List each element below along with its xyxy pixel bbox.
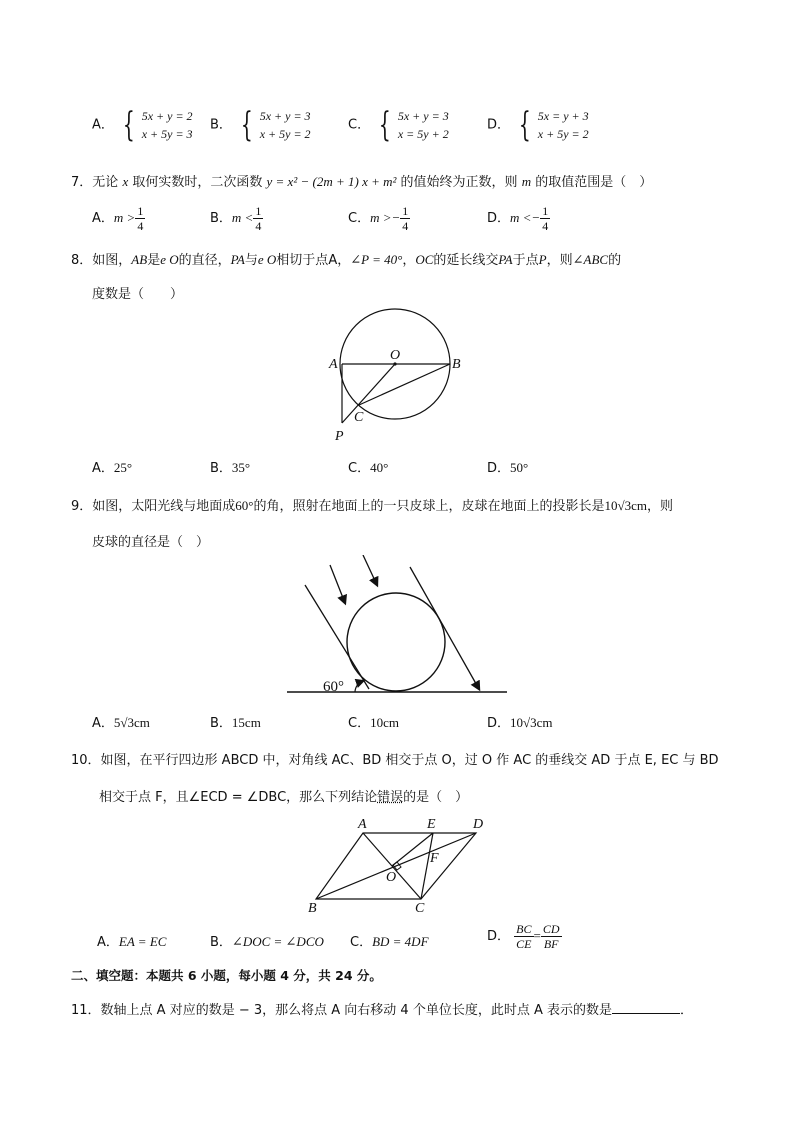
label-c: C <box>354 410 364 425</box>
fraction <box>400 204 410 233</box>
label-c: C <box>415 901 425 915</box>
segment: PA <box>498 252 513 267</box>
q6-option-c <box>348 107 449 143</box>
fraction <box>514 922 533 951</box>
equation: 5x = y + 3 <box>537 109 589 123</box>
equation: 5x + y = 3 <box>397 109 449 123</box>
equals-sign: = <box>533 928 541 943</box>
stem-text: 如图，在平行四边形 ABCD 中，对角线 AC、BD 相交于点 O，过 O 作 AC 的垂线交 AD 于点 E, EC 与 BD <box>100 753 719 768</box>
equation: 5x + y = 3 <box>259 109 311 123</box>
option-label: D． <box>487 117 511 133</box>
q8-stem-line2: 度数是（ ） <box>92 287 184 302</box>
variable: m <box>521 174 532 189</box>
option-label: D． <box>487 716 511 731</box>
stem-text: ，则 <box>647 499 674 514</box>
q9-stem <box>71 495 673 514</box>
arrow-2 <box>363 555 377 585</box>
option-value: 25° <box>113 460 133 475</box>
option-label: C． <box>348 117 371 133</box>
segment: OC <box>415 252 434 267</box>
angle-arc <box>355 681 363 692</box>
option-label: A． <box>97 935 119 950</box>
stem-text: 与 <box>244 253 258 268</box>
arrow-1 <box>330 565 345 603</box>
option-value: 15cm <box>231 715 261 730</box>
angle-value: 60° <box>235 498 254 513</box>
option-label: B． <box>210 935 232 950</box>
label-b: B <box>452 357 461 372</box>
length-value: 10√3cm <box>604 498 648 513</box>
option-label: C． <box>348 461 371 476</box>
q9-option-c <box>348 712 399 731</box>
q8-option-b <box>210 457 250 476</box>
segment-ec <box>421 833 433 899</box>
stem-text: ， <box>402 253 416 268</box>
numerator: BC <box>516 922 532 936</box>
option-label: C． <box>350 935 373 950</box>
option-value: 10cm <box>370 715 399 730</box>
stem-text: 如图， <box>92 253 132 268</box>
option-label: D． <box>487 211 511 226</box>
denominator: 4 <box>542 219 549 233</box>
label-o: O <box>386 870 397 885</box>
q8-option-a <box>92 457 132 476</box>
option-value: 10√3cm <box>510 715 553 730</box>
option-value: EA = EC <box>118 934 167 949</box>
equation: 5x + y = 2 <box>141 109 193 123</box>
q10-option-c <box>350 931 429 950</box>
option-expression: m <− <box>510 210 541 225</box>
stem-text: ， <box>337 253 351 268</box>
option-label: C． <box>348 716 371 731</box>
stem-text: 于点 <box>512 253 539 268</box>
equation: x + 5y = 3 <box>141 127 193 141</box>
option-expression: m > <box>113 210 136 225</box>
option-label: B． <box>210 211 232 226</box>
numerator: 1 <box>255 204 262 218</box>
q7-option-d <box>487 204 550 233</box>
option-label: A． <box>92 461 114 476</box>
emphasis-text: 错误 <box>377 790 404 805</box>
fraction <box>135 204 145 233</box>
denominator: BF <box>543 937 559 951</box>
option-label: C． <box>348 211 371 226</box>
segment-oe <box>392 833 433 866</box>
stem-text: ，则 <box>546 253 573 268</box>
fraction <box>540 204 550 233</box>
option-value: 50° <box>510 460 529 475</box>
numerator: 1 <box>137 204 144 218</box>
q9-figure <box>285 555 510 700</box>
function-expression: y = x² − (2m + 1) x + m² <box>266 174 397 189</box>
denominator: 4 <box>255 219 262 233</box>
stem-text: 的值始终为正数，则 <box>400 175 518 190</box>
fraction <box>253 204 263 233</box>
option-value: 35° <box>231 460 251 475</box>
denominator: 4 <box>402 219 409 233</box>
stem-text: 是 <box>147 253 161 268</box>
equation-system: { 5x + y = 2 x + 5y = 3 <box>122 105 193 145</box>
answer-blank[interactable] <box>612 1001 680 1014</box>
q9-option-a <box>92 712 150 731</box>
stem-text: 的是（ ） <box>403 790 469 805</box>
label-p: P <box>335 429 344 444</box>
numerator: 1 <box>402 204 409 218</box>
q6-option-d <box>487 107 589 143</box>
option-label: B． <box>210 117 232 133</box>
stem-text: 的取值范围是（ ） <box>535 175 653 190</box>
equation: x + 5y = 2 <box>259 127 311 141</box>
option-label: D． <box>487 929 511 944</box>
segment: PA <box>230 252 245 267</box>
stem-text: 无论 <box>92 175 119 190</box>
q6-option-b <box>210 107 311 143</box>
question-number: 7． <box>71 175 93 190</box>
label-o: O <box>390 348 401 363</box>
q7-option-b <box>210 204 263 233</box>
circle-symbol: e O <box>160 252 179 267</box>
section-heading: 二、填空题：本题共 6 小题，每小题 4 分，共 24 分。 <box>71 968 382 983</box>
circle-symbol: e O <box>257 252 277 267</box>
line-pc-extended <box>342 364 395 423</box>
q9-option-b <box>210 712 261 731</box>
option-label: A． <box>92 117 114 133</box>
option-label: A． <box>92 211 114 226</box>
label-e: E <box>427 817 436 832</box>
label-d: D <box>473 817 484 832</box>
stem-text: 相交于点 F，且∠ECD = ∠DBC，那么下列结论 <box>99 790 378 805</box>
stem-text: 如图，太阳光线与地面成 <box>92 499 236 514</box>
q7-option-a <box>92 204 145 233</box>
variable: x <box>122 174 129 189</box>
chord-bc <box>359 364 450 405</box>
stem-text: 的延长线交 <box>433 253 499 268</box>
question-number: 9． <box>71 499 93 514</box>
numerator: 1 <box>542 204 549 218</box>
label-f: F <box>430 851 439 866</box>
stem-text: 相切于点 <box>276 253 329 268</box>
stem-text: 取何实数时，二次函数 <box>132 175 263 190</box>
denominator: CE <box>516 937 532 951</box>
numerator: CD <box>542 922 560 936</box>
question-number: 10． <box>71 753 101 768</box>
q8-figure <box>325 302 475 447</box>
q8-stem <box>71 249 621 268</box>
segment: AB <box>131 252 148 267</box>
label-b: B <box>308 901 317 915</box>
angle-expression: ∠P = 40° <box>350 252 403 267</box>
option-value: 5√3cm <box>113 715 150 730</box>
stem-text: 的直径， <box>178 253 231 268</box>
denominator: 4 <box>137 219 144 233</box>
equation-system: { 5x + y = 3 x + 5y = 2 <box>240 105 311 145</box>
stem-text: 11．数轴上点 A 对应的数是 − 3，那么将点 A 向右移动 4 个单位长度，此时点 A 表示的数是 <box>71 1003 612 1018</box>
option-expression: m < <box>231 210 254 225</box>
equation-system: { 5x + y = 3 x = 5y + 2 <box>379 105 449 145</box>
stem-text: 的角，照射在地面上的一只皮球上，皮球在地面上的投影长是 <box>253 499 605 514</box>
angle-label: 60° <box>323 679 344 695</box>
q10-option-a <box>97 931 166 950</box>
option-label: D． <box>487 461 511 476</box>
q10-stem <box>71 749 719 768</box>
question-number: 8． <box>71 253 93 268</box>
angle-expression: ∠ABC <box>572 252 609 267</box>
label-a: A <box>329 357 338 372</box>
fraction <box>541 922 562 951</box>
q7-stem <box>71 171 652 190</box>
q10-stem-line2 <box>99 786 468 805</box>
q10-option-b <box>210 931 324 950</box>
q10-figure <box>303 815 498 915</box>
option-label: A． <box>92 716 114 731</box>
q9-option-d <box>487 712 553 731</box>
point-name: P <box>538 252 547 267</box>
q10-option-d <box>487 922 562 951</box>
q8-option-d <box>487 457 528 476</box>
stem-text: ． <box>679 1003 693 1018</box>
equation: x = 5y + 2 <box>397 127 449 141</box>
q11-stem <box>71 999 693 1018</box>
label-a: A <box>358 817 367 832</box>
point-name: A <box>328 253 338 268</box>
option-value: BD = 4DF <box>372 934 429 949</box>
q9-stem-line2: 皮球的直径是（ ） <box>92 535 210 550</box>
option-value: ∠DOC = ∠DCO <box>231 934 324 949</box>
equation-system: { 5x = y + 3 x + 5y = 2 <box>519 105 589 145</box>
q8-option-c <box>348 457 388 476</box>
stem-text: 的 <box>608 253 622 268</box>
q7-option-c <box>348 204 410 233</box>
equation: x + 5y = 2 <box>537 127 589 141</box>
option-expression: m >− <box>370 210 401 225</box>
option-label: B． <box>210 716 232 731</box>
option-value: 40° <box>370 460 389 475</box>
q6-option-a <box>92 107 193 143</box>
ray-left <box>305 585 369 689</box>
ray-right <box>410 567 479 689</box>
option-label: B． <box>210 461 232 476</box>
